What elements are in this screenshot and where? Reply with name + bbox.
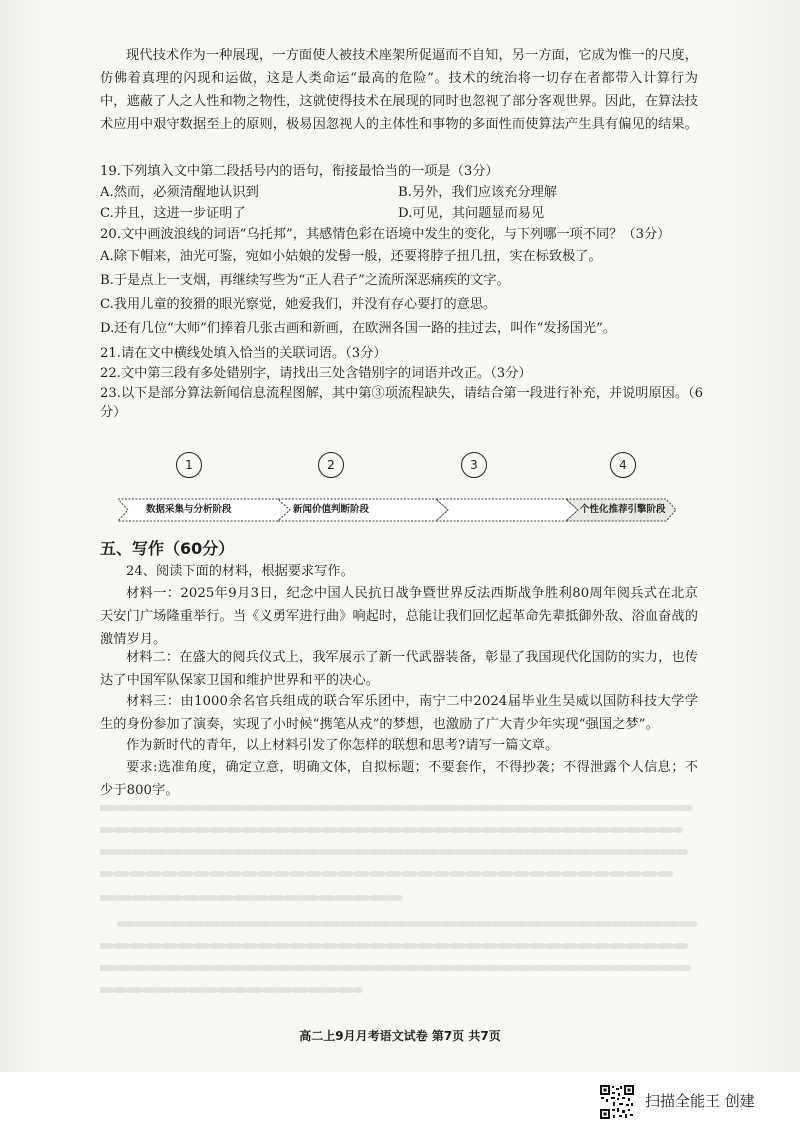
question-23-line1: 23.以下是部分算法新闻信息流程图解，其中第③项流程缺失，请结合第一段进行补充，并说明原因。（6	[100, 386, 704, 401]
q19-option-c: C.并且，这进一步证明了	[100, 206, 246, 221]
question-20-stem: 20.文中画波浪线的词语“乌托邦”，其感情色彩在语境中发生的变化，与下列哪一项不同？（3分）	[100, 227, 671, 242]
question-21: 21.请在文中横线处填入恰当的关联词语。（3分）	[100, 346, 387, 361]
q20-option-b: B.于是点上一支烟，再继续写些为“正人君子”之流所深恶痛疾的文字。	[100, 273, 510, 288]
scanner-brand-label: 扫描全能王 创建	[645, 1092, 755, 1110]
flow-stage-recommendation: 个性化推荐引擎阶段	[580, 504, 666, 515]
q20-option-a: A.除下帽来，油光可鉴，宛如小姑娘的发髻一般，还要将脖子扭几扭，实在标致极了。	[100, 249, 602, 264]
page-footer: 高二上9月月考语文试卷 第7页 共7页	[299, 1029, 501, 1043]
q20-option-d: D.还有几位“大师”们捧着几张古画和新画，在欧洲各国一路的挂过去，叫作“发扬国光”。	[100, 321, 617, 336]
qr-code-icon	[599, 1084, 635, 1120]
flow-node-2: 2	[318, 452, 344, 478]
question-23-line2: 分）	[100, 405, 127, 420]
writing-requirements: 要求:选准角度，确定立意，明确文体，自拟标题；不要套作，不得抄袭；不得泄露个人信息；不少于800字。	[100, 760, 698, 798]
flow-stage-data-collection: 数据采集与分析阶段	[146, 504, 232, 515]
bleed-through-texture	[100, 800, 700, 1000]
flow-stage-news-value: 新闻价值判断阶段	[293, 504, 370, 515]
q20-option-c: C.我用儿童的狡猾的眼光察觉，她爱我们，并没有存心要打的意思。	[100, 297, 497, 312]
question-22: 22.文中第三段有多处错别字，请找出三处含错别字的词语并改正。（3分）	[100, 366, 532, 381]
q19-option-d: D.可见，其问题显而易见	[398, 206, 545, 221]
material-3: 材料三：由1000余名官兵组成的联合军乐团中，南宁二中2024届毕业生吴威以国防科技大学学生的身份参加了演奏，实现了小时候“携笔从戎”的梦想，也激励了广大青少年实现“强国之梦”。	[100, 694, 698, 732]
flow-node-3: 3	[461, 452, 487, 478]
question-24-stem: 24、阅读下面的材料，根据要求写作。	[126, 564, 354, 579]
q19-option-b: B.另外，我们应该充分理解	[398, 185, 557, 200]
writing-prompt: 作为新时代的青年，以上材料引发了你怎样的联想和思考?请写一篇文章。	[126, 738, 559, 753]
q19-option-a: A.然而，必须清醒地认识到	[100, 185, 259, 200]
passage-paragraph: 现代技术作为一种展现，一方面使人被技术座架所促逼而不自知，另一方面，它成为惟一的尺度，仿佛着真理的闪现和运做，这是人类命运“最高的危险”。技术的统治将一切存在者都带入计算行为中，遮蔽了人之人性和物之物性，这就使得技术在展现的同时也忽视了部分客观世界。因此，在算法技术应用中艰守数据至上的原则，极易因忽视人的主体性和事物的多面性而使算法产生具有偏见的结果。	[100, 48, 698, 132]
material-2: 材料二：在盛大的阅兵仪式上，我军展示了新一代武器装备，彰显了我国现代化国防的实力，也传达了中国军队保家卫国和维护世界和平的决心。	[100, 650, 698, 688]
algorithm-flow-diagram	[118, 452, 678, 532]
flow-node-1: 1	[176, 452, 202, 478]
question-19-stem: 19.下列填入文中第二段括号内的语句，衔接最恰当的一项是（3分）	[100, 164, 499, 179]
material-1: 材料一：2025年9月3日，纪念中国人民抗日战争暨世界反法西斯战争胜利80周年阅兵式在北京天安门广场隆重举行。当《义勇军进行曲》响起时，总能让我们回忆起革命先辈抵御外敌、浴血奋战的激情岁月。	[100, 586, 698, 647]
section-5-title: 五、写作（60分）	[100, 539, 235, 558]
flow-node-4: 4	[610, 452, 636, 478]
